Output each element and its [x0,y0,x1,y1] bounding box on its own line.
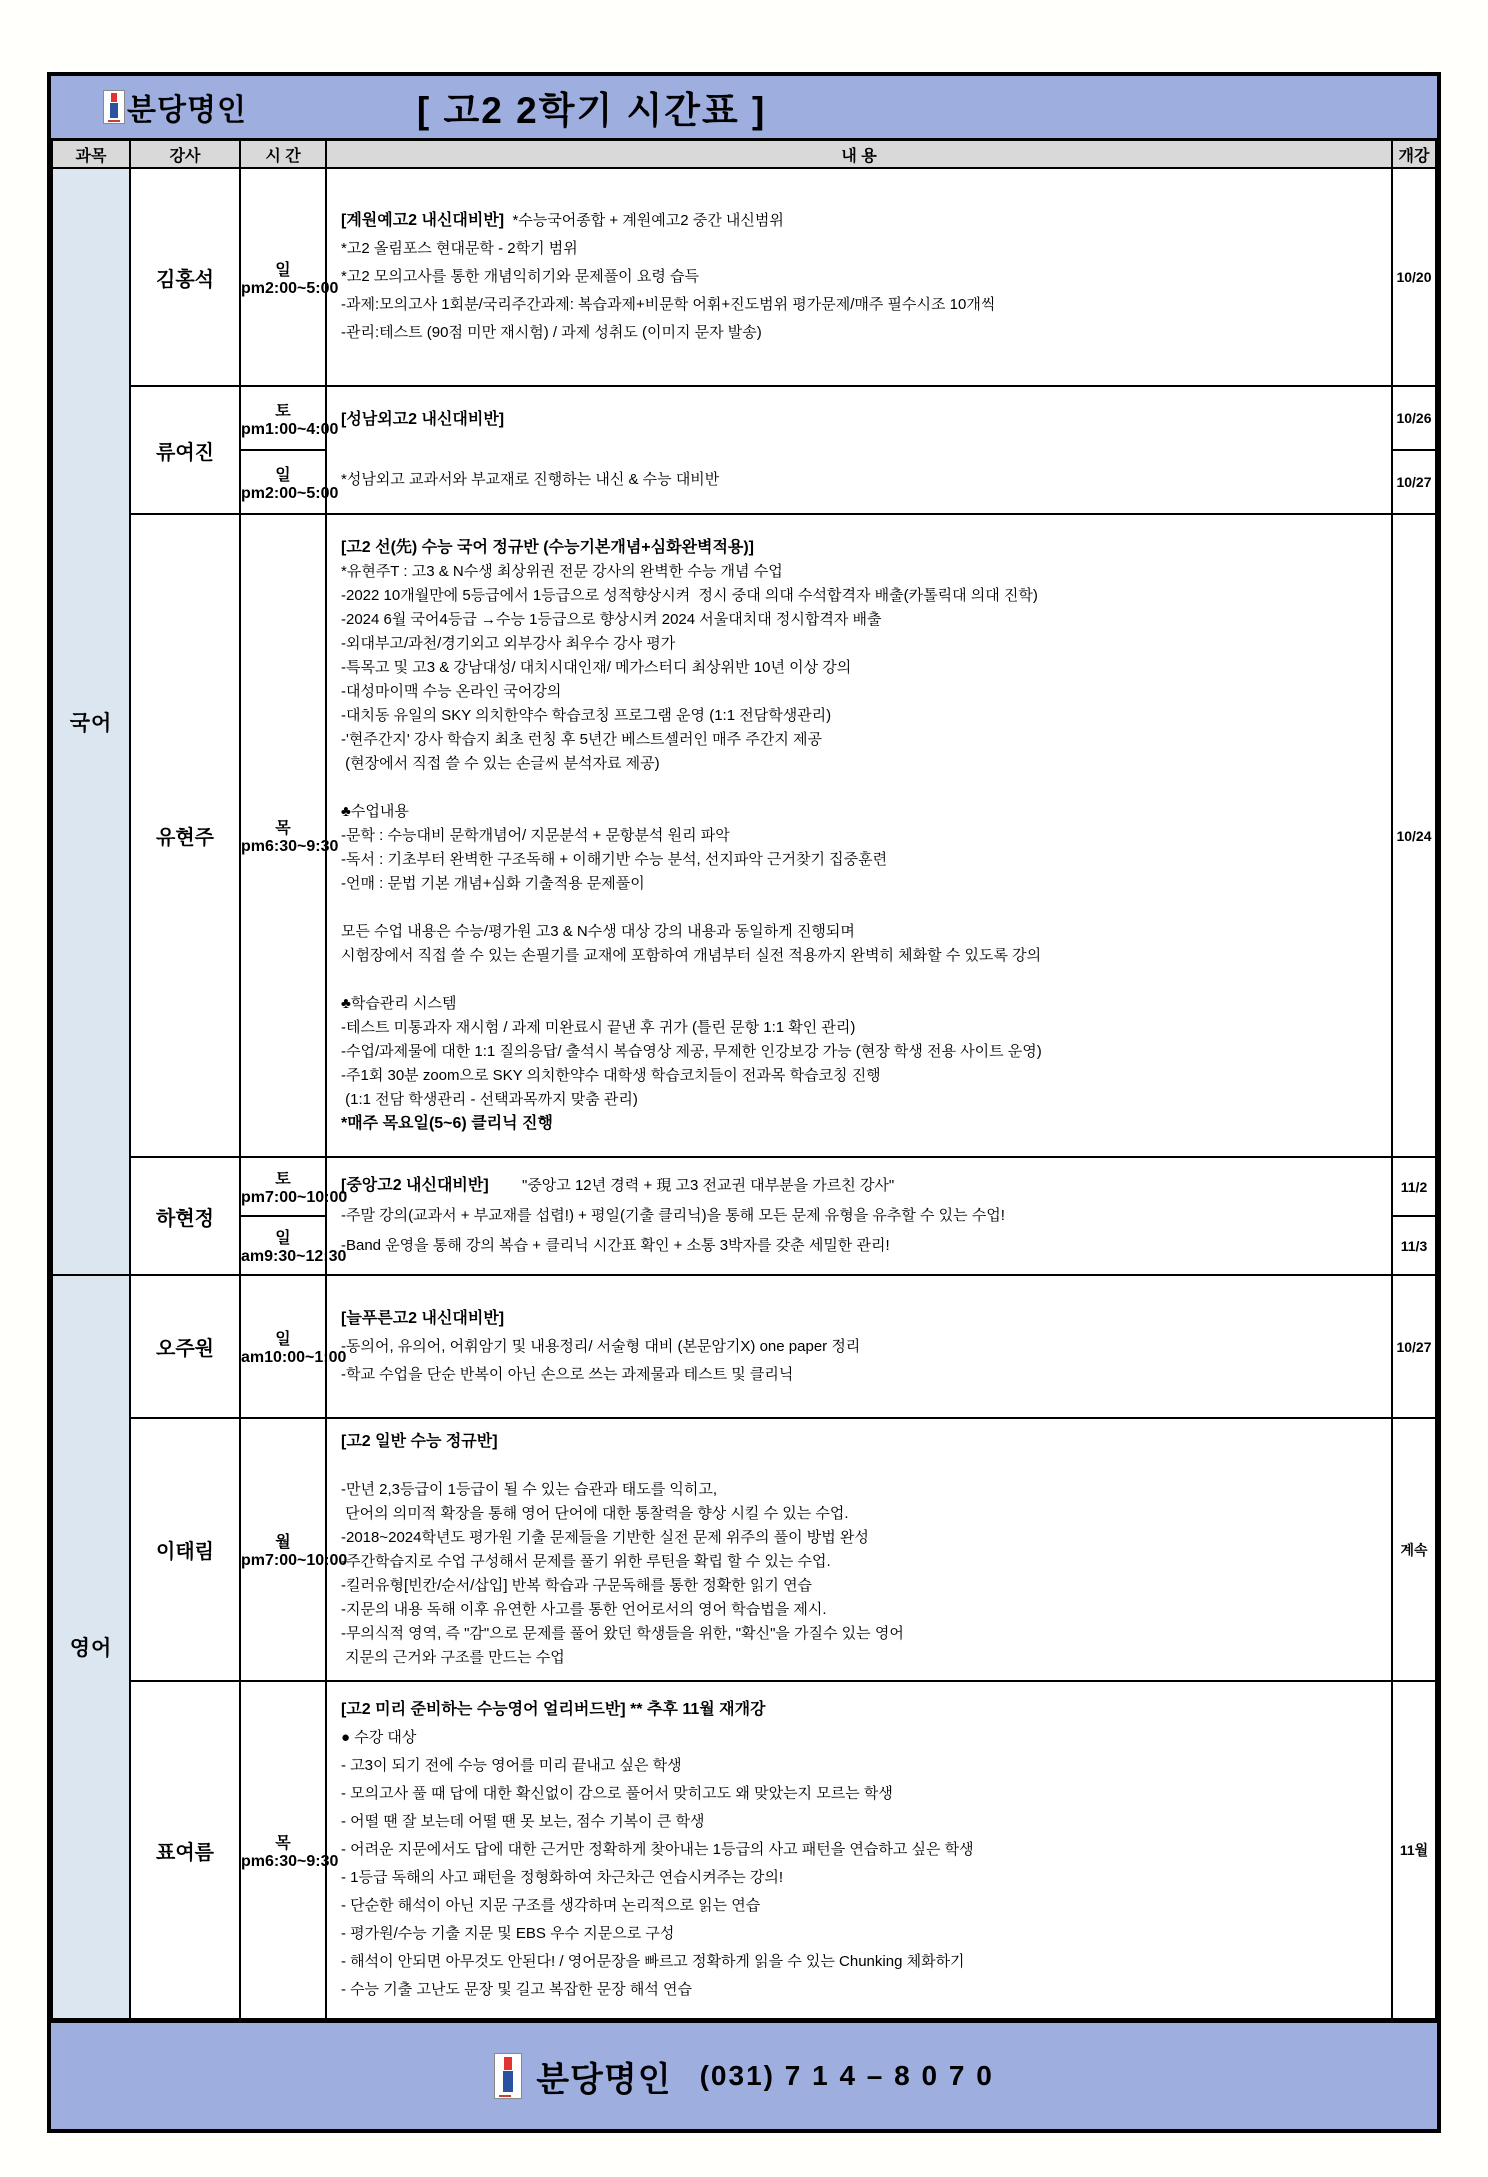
start-date: 10/27 [1392,1275,1436,1418]
content-line: -주말 강의(교과서 + 부교재를 섭렵!) + 평일(기출 클리닉)을 통해 모든 문제 유형을 유추할 수 있는 수업! [341,1207,1005,1224]
teacher-name: 김홍석 [130,168,240,386]
content-line: 단어의 의미적 확장을 통해 영어 단어에 대한 통찰력을 향상 시킬 수 있는 수업. [341,1504,849,1522]
timetable-sheet [47,72,1441,2133]
content-line: [중앙고2 내신대비반] "중앙고 12년 경력 + 現 고3 전교권 대부분을 가르친 강사" [341,1177,895,1194]
content-line: [계원예고2 내신대비반] *수능국어종합 + 계원예고2 중간 내신범위 [341,212,784,229]
row-hahyunjung-1 [52,1157,1436,1216]
start-date: 10/26 [1392,386,1436,450]
time-slot: 토 pm1:00~4:00 [240,386,326,450]
footer-banner [51,2020,1437,2129]
col-time: 시 간 [240,140,326,169]
start-date: 11/3 [1392,1216,1436,1275]
content-line: - 평가원/수능 기출 지문 및 EBS 우수 지문으로 구성 [341,1925,675,1942]
teacher-name: 류여진 [130,386,240,514]
row-yoohyunjoo [52,514,1436,1157]
content-line: 모든 수업 내용은 수능/평가원 고3 & N수생 대상 강의 내용과 동일하게 진행되며 [341,922,855,940]
col-subject: 과목 [52,140,130,169]
content-line: -독서 : 기초부터 완벽한 구조독해 + 이해기반 수능 분석, 선지파악 근거찾기 집중훈련 [341,850,888,868]
content-line: - 어떨 땐 잘 보는데 어떨 땐 못 보는, 점수 기복이 큰 학생 [341,1813,705,1830]
header-banner [51,76,1437,138]
content-line: [성남외고2 내신대비반] [341,411,505,428]
content-line [341,896,1385,920]
start-date: 10/20 [1392,168,1436,386]
content-line: -2022 10개월만에 5등급에서 1등급으로 성적향상시켜 정시 중대 의대 수석합격자 배출(카톨릭대 의대 진학) [341,586,1038,604]
content-line: *유현주T : 고3 & N수생 최상위권 전문 강사의 완벽한 수능 개념 수업 [341,562,783,580]
content-cell [326,386,1392,514]
content-line [341,435,1385,465]
col-teacher: 강사 [130,140,240,169]
content-cell [326,1275,1392,1418]
content-line: -2024 6월 국어4등급 →수능 1등급으로 향상시켜 2024 서울대치대 정시합격자 배출 [341,610,882,628]
content-line: -과제:모의고사 1회분/국리주간과제: 복습과제+비문학 어휘+진도범위 평가문제/매주 필수시조 10개씩 [341,296,996,313]
content-line: -수업/과제물에 대한 1:1 질의응답/ 출석시 복습영상 제공, 무제한 인강보강 가능 (현장 학생 전용 사이트 운영) [341,1042,1042,1060]
content-line [341,968,1385,992]
content-line: -문학 : 수능대비 문학개념어/ 지문분석 + 문항분석 원리 파악 [341,826,730,844]
time-slot: 일am10:00~1:00 [240,1275,326,1418]
time-slot: 목 pm6:30~9:30 [240,514,326,1157]
content-line: -만년 2,3등급이 1등급이 될 수 있는 습관과 태도를 익히고, [341,1480,717,1498]
content-line [341,1454,1385,1478]
content-cell [326,1681,1392,2019]
content-line: -테스트 미통과자 재시험 / 과제 미완료시 끝낸 후 귀가 (틀린 문항 1:1 확인 관리) [341,1018,856,1036]
content-line: - 수능 기출 고난도 문장 및 길고 복잡한 문장 해석 연습 [341,1981,692,1998]
col-start: 개강 [1392,140,1436,169]
time-slot: 일 pm2:00~5:00 [240,450,326,514]
subject-korean: 국어 [52,168,130,1275]
start-date: 계속 [1392,1418,1436,1681]
phone-number: (031) 7 1 4 – 8 0 7 0 [699,2060,994,2091]
content-line: -특목고 및 고3 & 강남대성/ 대치시대인재/ 메가스터디 최상위반 10년 이상 강의 [341,658,852,676]
row-ryuyeojin-1 [52,386,1436,450]
timetable [51,138,1437,2020]
content-line: ● 수강 대상 [341,1729,417,1746]
content-line: -2018~2024학년도 평가원 기출 문제들을 기반한 실전 문제 위주의 풀이 방법 완성 [341,1528,869,1546]
content-line: -관리:테스트 (90점 미만 재시험) / 과제 성취도 (이미지 문자 발송) [341,324,762,341]
time-slot: 일 pm2:00~5:00 [240,168,326,386]
time-slot: 토pm7:00~10:00 [240,1157,326,1216]
start-date: 11/2 [1392,1157,1436,1216]
content-line: ♣수업내용 [341,802,409,820]
content-line: ♣학습관리 시스템 [341,994,457,1012]
content-cell [326,1418,1392,1681]
row-ohjoowon [52,1275,1436,1418]
content-cell [326,514,1392,1157]
content-line: 시험장에서 직접 쓸 수 있는 손필기를 교재에 포함하여 개념부터 실전 적용까지 완벽히 체화할 수 있도록 강의 [341,946,1042,964]
content-line: -학교 수업을 단순 반복이 아닌 손으로 쓰는 과제물과 테스트 및 클리닉 [341,1365,794,1383]
brand-name: 분당명인 [127,94,247,127]
content-line [341,776,1385,800]
content-line: - 모의고사 풀 때 답에 대한 확신없이 감으로 풀어서 맞히고도 왜 맞았는지 모르는 학생 [341,1785,893,1802]
page-title: [ 고2 2학기 시간표 ] [416,90,767,131]
content-line: - 단순한 해석이 아닌 지문 구조를 생각하며 논리적으로 읽는 연습 [341,1897,761,1914]
content-line: -동의어, 유의어, 어휘암기 및 내용정리/ 서술형 대비 (본문암기X) one paper 정리 [341,1337,861,1355]
content-line: [고2 선(先) 수능 국어 정규반 (수능기본개념+심화완벽적용)] [341,538,755,556]
content-line: (1:1 전담 학생관리 - 선택과목까지 맞춤 관리) [341,1090,638,1108]
col-content: 내 용 [326,140,1392,169]
content-line: [고2 일반 수능 정규반] [341,1432,498,1450]
content-cell [326,1157,1392,1275]
start-date: 10/27 [1392,450,1436,514]
content-line: 지문의 근거와 구조를 만드는 수업 [341,1648,565,1666]
start-date: 10/24 [1392,514,1436,1157]
content-line: - 1등급 독해의 사고 패턴을 정형화하여 차근차근 연습시켜주는 강의! [341,1869,784,1886]
content-cell [326,168,1392,386]
content-line: (현장에서 직접 쓸 수 있는 손글씨 분석자료 제공) [341,754,660,772]
content-line: -언매 : 문법 기본 개념+심화 기출적용 문제풀이 [341,874,645,892]
content-line: *고2 올림포스 현대문학 - 2학기 범위 [341,240,578,257]
row-pyoyeoreum [52,1681,1436,2019]
subject-english: 영어 [52,1275,130,2019]
start-date: 11월 [1392,1681,1436,2019]
content-line: -지문의 내용 독해 이후 유연한 사고를 통한 언어로서의 영어 학습법을 제시. [341,1600,827,1618]
content-line: *고2 모의고사를 통한 개념익히기와 문제풀이 요령 습득 [341,268,699,285]
content-line: - 고3이 되기 전에 수능 영어를 미리 끝내고 싶은 학생 [341,1757,682,1774]
content-line: -'현주간지' 강사 학습지 최초 런칭 후 5년간 베스트셀러인 매주 주간지 제공 [341,730,822,748]
column-header-row [52,140,1436,169]
content-line: -외대부고/과천/경기외고 외부강사 최우수 강사 평가 [341,634,676,652]
content-line: -Band 운영을 통해 강의 복습 + 클리닉 시간표 확인 + 소통 3박자를 갖춘 세밀한 관리! [341,1237,890,1254]
content-line: *매주 목요일(5~6) 클리닉 진행 [341,1114,553,1132]
content-line: *성남외고 교과서와 부교재로 진행하는 내신 & 수능 대비반 [341,471,720,488]
content-line: [늘푸른고2 내신대비반] [341,1309,505,1327]
teacher-name: 이태림 [130,1418,240,1681]
content-line: [고2 미리 준비하는 수능영어 얼리버드반] ** 추후 11월 재개강 [341,1701,766,1718]
row-leetaerim [52,1418,1436,1681]
time-slot: 월pm7:00~10:00 [240,1418,326,1681]
content-line: -킬러유형[빈칸/순서/삽입] 반복 학습과 구문독해를 통한 정확한 읽기 연습 [341,1576,813,1594]
content-line: -주간학습지로 수업 구성해서 문제를 풀기 위한 루틴을 확립 할 수 있는 수업. [341,1552,831,1570]
academy-logo-icon [103,90,125,124]
teacher-name: 오주원 [130,1275,240,1418]
content-line: -대성마이맥 수능 온라인 국어강의 [341,682,562,700]
time-slot: 목pm6:30~9:30 [240,1681,326,2019]
academy-logo-icon [494,2053,522,2099]
content-line: - 해석이 안되면 아무것도 안된다! / 영어문장을 빠르고 정확하게 읽을 수 있는 Chunking 체화하기 [341,1953,965,1970]
teacher-name: 하현정 [130,1157,240,1275]
row-kimhongseok [52,168,1436,386]
time-slot: 일am9:30~12:30 [240,1216,326,1275]
content-line: -대치동 유일의 SKY 의치한약수 학습코칭 프로그램 운영 (1:1 전담학생관리) [341,706,832,724]
teacher-name: 표여름 [130,1681,240,2019]
content-line: -주1회 30분 zoom으로 SKY 의치한약수 대학생 학습코치들이 전과목 학습코칭 진행 [341,1066,881,1084]
footer-brand-name: 분당명인 [536,2060,672,2099]
content-line: -무의식적 영역, 즉 "감"으로 문제를 풀어 왔던 학생들을 위한, "확신"을 가질수 있는 영어 [341,1624,904,1642]
teacher-name: 유현주 [130,514,240,1157]
content-line: - 어려운 지문에서도 답에 대한 근거만 정확하게 찾아내는 1등급의 사고 패턴을 연습하고 싶은 학생 [341,1841,974,1858]
